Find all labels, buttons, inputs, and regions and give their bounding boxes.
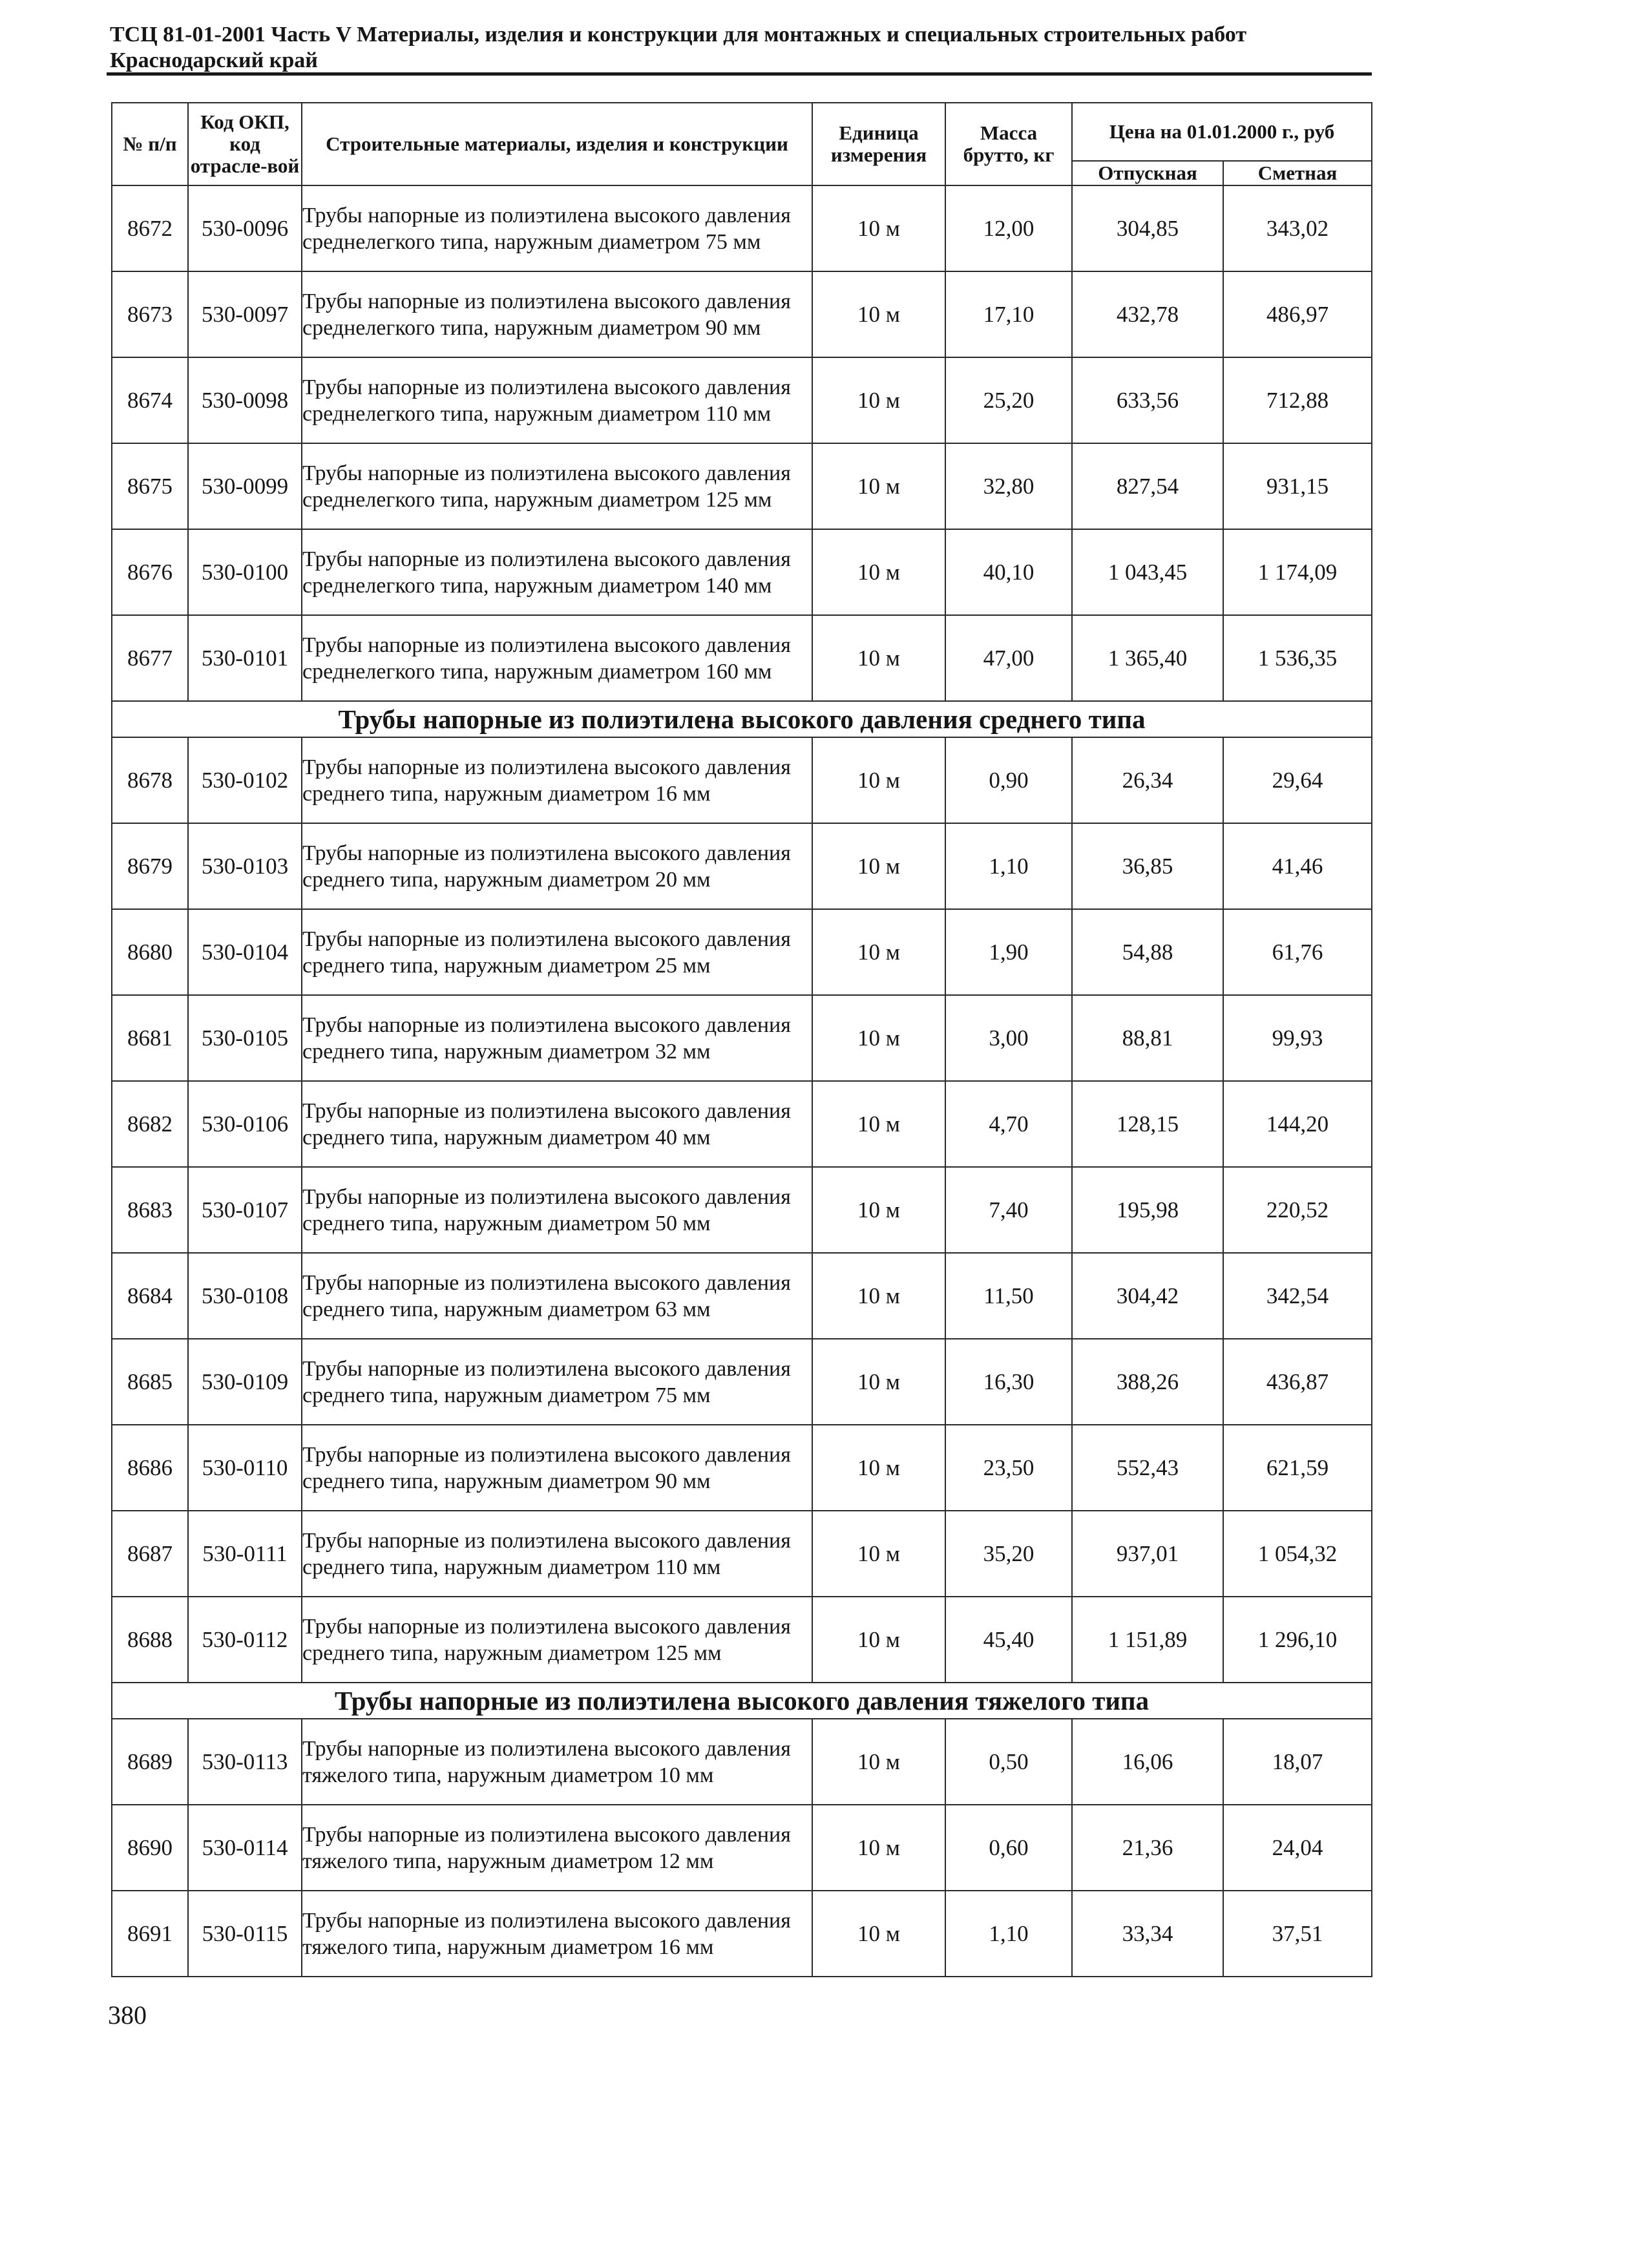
table-row: [112, 909, 1372, 995]
row-code: 530-0099: [188, 443, 302, 529]
row-estimate: 712,88: [1223, 357, 1372, 443]
row-estimate: 99,93: [1223, 995, 1372, 1081]
table-row: [112, 1339, 1372, 1425]
row-estimate: 41,46: [1223, 823, 1372, 909]
row-num: 8682: [112, 1081, 188, 1167]
row-estimate: 1 536,35: [1223, 615, 1372, 701]
row-estimate: 1 174,09: [1223, 529, 1372, 615]
row-code: 530-0104: [188, 909, 302, 995]
row-release: 304,42: [1072, 1253, 1223, 1339]
row-mass: 45,40: [945, 1597, 1072, 1683]
row-code: 530-0097: [188, 271, 302, 357]
row-estimate: 29,64: [1223, 737, 1372, 823]
row-estimate: 144,20: [1223, 1081, 1372, 1167]
row-code: 530-0105: [188, 995, 302, 1081]
table-row: [112, 615, 1372, 701]
page-number: 380: [108, 2000, 147, 2030]
row-code: 530-0106: [188, 1081, 302, 1167]
row-estimate: 436,87: [1223, 1339, 1372, 1425]
row-estimate: 1 296,10: [1223, 1597, 1372, 1683]
row-num: 8689: [112, 1719, 188, 1805]
row-mass: 16,30: [945, 1339, 1072, 1425]
row-num: 8675: [112, 443, 188, 529]
row-unit: 10 м: [812, 529, 945, 615]
row-mass: 35,20: [945, 1511, 1072, 1597]
row-estimate: 931,15: [1223, 443, 1372, 529]
row-num: 8687: [112, 1511, 188, 1597]
row-num: 8688: [112, 1597, 188, 1683]
row-num: 8691: [112, 1891, 188, 1977]
section-title: Трубы напорные из полиэтилена высокого давления среднего типа: [112, 701, 1372, 737]
row-unit: 10 м: [812, 1167, 945, 1253]
row-mass: 0,90: [945, 737, 1072, 823]
section-title: Трубы напорные из полиэтилена высокого давления тяжелого типа: [112, 1683, 1372, 1719]
row-estimate: 37,51: [1223, 1891, 1372, 1977]
row-estimate: 621,59: [1223, 1425, 1372, 1511]
row-mass: 11,50: [945, 1253, 1072, 1339]
row-estimate: 486,97: [1223, 271, 1372, 357]
row-estimate: 61,76: [1223, 909, 1372, 995]
row-name: Трубы напорные из полиэтилена высокого давления среднелегкого типа, наружным диаметром 75 мм: [302, 185, 812, 271]
row-name: Трубы напорные из полиэтилена высокого давления тяжелого типа, наружным диаметром 16 мм: [302, 1891, 812, 1977]
row-name: Трубы напорные из полиэтилена высокого давления среднелегкого типа, наружным диаметром 140 мм: [302, 529, 812, 615]
row-release: 304,85: [1072, 185, 1223, 271]
row-unit: 10 м: [812, 1253, 945, 1339]
row-num: 8690: [112, 1805, 188, 1891]
header-code: Код ОКП, код отрасле-вой: [188, 103, 302, 185]
row-mass: 3,00: [945, 995, 1072, 1081]
row-unit: 10 м: [812, 1891, 945, 1977]
table-row: [112, 1253, 1372, 1339]
row-code: 530-0100: [188, 529, 302, 615]
row-unit: 10 м: [812, 823, 945, 909]
row-num: 8677: [112, 615, 188, 701]
row-unit: 10 м: [812, 1511, 945, 1597]
table-row: [112, 1891, 1372, 1977]
row-mass: 1,10: [945, 823, 1072, 909]
header-num: № п/п: [112, 103, 188, 185]
row-mass: 32,80: [945, 443, 1072, 529]
header-rule: [107, 72, 1372, 76]
row-release: 633,56: [1072, 357, 1223, 443]
row-name: Трубы напорные из полиэтилена высокого давления среднего типа, наружным диаметром 16 мм: [302, 737, 812, 823]
row-mass: 17,10: [945, 271, 1072, 357]
row-name: Трубы напорные из полиэтилена высокого давления среднелегкого типа, наружным диаметром 110 мм: [302, 357, 812, 443]
row-mass: 0,50: [945, 1719, 1072, 1805]
row-unit: 10 м: [812, 1719, 945, 1805]
row-unit: 10 м: [812, 1805, 945, 1891]
row-name: Трубы напорные из полиэтилена высокого давления среднего типа, наружным диаметром 90 мм: [302, 1425, 812, 1511]
table-row: [112, 995, 1372, 1081]
table-body: [112, 185, 1372, 1977]
row-code: 530-0115: [188, 1891, 302, 1977]
row-release: 388,26: [1072, 1339, 1223, 1425]
row-code: 530-0102: [188, 737, 302, 823]
table-row: [112, 1805, 1372, 1891]
header-price: Цена на 01.01.2000 г., руб: [1072, 103, 1372, 161]
table-row: [112, 1511, 1372, 1597]
row-num: 8680: [112, 909, 188, 995]
row-mass: 1,90: [945, 909, 1072, 995]
row-mass: 40,10: [945, 529, 1072, 615]
row-estimate: 1 054,32: [1223, 1511, 1372, 1597]
row-release: 827,54: [1072, 443, 1223, 529]
row-unit: 10 м: [812, 615, 945, 701]
table-row: [112, 357, 1372, 443]
row-unit: 10 м: [812, 737, 945, 823]
row-num: 8686: [112, 1425, 188, 1511]
row-name: Трубы напорные из полиэтилена высокого давления среднего типа, наружным диаметром 32 мм: [302, 995, 812, 1081]
row-unit: 10 м: [812, 185, 945, 271]
header-estimate: Сметная: [1223, 161, 1372, 185]
header-release: Отпускная: [1072, 161, 1223, 185]
row-release: 33,34: [1072, 1891, 1223, 1977]
row-release: 1 365,40: [1072, 615, 1223, 701]
table-row: [112, 1597, 1372, 1683]
row-release: 26,34: [1072, 737, 1223, 823]
row-unit: 10 м: [812, 443, 945, 529]
table-row: [112, 185, 1372, 271]
row-num: 8684: [112, 1253, 188, 1339]
row-name: Трубы напорные из полиэтилена высокого давления среднего типа, наружным диаметром 125 мм: [302, 1597, 812, 1683]
row-estimate: 18,07: [1223, 1719, 1372, 1805]
header-mass: Масса брутто, кг: [945, 103, 1072, 185]
row-release: 1 043,45: [1072, 529, 1223, 615]
row-estimate: 342,54: [1223, 1253, 1372, 1339]
row-release: 16,06: [1072, 1719, 1223, 1805]
row-release: 21,36: [1072, 1805, 1223, 1891]
row-unit: 10 м: [812, 1597, 945, 1683]
row-name: Трубы напорные из полиэтилена высокого давления среднего типа, наружным диаметром 75 мм: [302, 1339, 812, 1425]
row-name: Трубы напорные из полиэтилена высокого давления среднелегкого типа, наружным диаметром 90 мм: [302, 271, 812, 357]
row-mass: 12,00: [945, 185, 1072, 271]
row-release: 54,88: [1072, 909, 1223, 995]
row-unit: 10 м: [812, 909, 945, 995]
row-release: 195,98: [1072, 1167, 1223, 1253]
row-num: 8676: [112, 529, 188, 615]
row-num: 8681: [112, 995, 188, 1081]
row-mass: 47,00: [945, 615, 1072, 701]
row-code: 530-0103: [188, 823, 302, 909]
row-estimate: 220,52: [1223, 1167, 1372, 1253]
row-code: 530-0098: [188, 357, 302, 443]
row-num: 8685: [112, 1339, 188, 1425]
row-name: Трубы напорные из полиэтилена высокого давления среднего типа, наружным диаметром 110 мм: [302, 1511, 812, 1597]
row-code: 530-0096: [188, 185, 302, 271]
table-row: [112, 823, 1372, 909]
row-code: 530-0110: [188, 1425, 302, 1511]
row-name: Трубы напорные из полиэтилена высокого давления среднего типа, наружным диаметром 40 мм: [302, 1081, 812, 1167]
row-mass: 7,40: [945, 1167, 1072, 1253]
row-code: 530-0114: [188, 1805, 302, 1891]
row-unit: 10 м: [812, 995, 945, 1081]
row-name: Трубы напорные из полиэтилена высокого давления среднелегкого типа, наружным диаметром 125 мм: [302, 443, 812, 529]
row-unit: 10 м: [812, 357, 945, 443]
price-table: [111, 102, 1372, 1977]
row-mass: 25,20: [945, 357, 1072, 443]
header-region: Краснодарский край: [110, 48, 318, 72]
row-name: Трубы напорные из полиэтилена высокого давления тяжелого типа, наружным диаметром 12 мм: [302, 1805, 812, 1891]
row-release: 432,78: [1072, 271, 1223, 357]
row-unit: 10 м: [812, 1081, 945, 1167]
row-name: Трубы напорные из полиэтилена высокого давления среднелегкого типа, наружным диаметром 160 мм: [302, 615, 812, 701]
row-code: 530-0107: [188, 1167, 302, 1253]
row-num: 8678: [112, 737, 188, 823]
row-num: 8672: [112, 185, 188, 271]
row-release: 128,15: [1072, 1081, 1223, 1167]
row-release: 88,81: [1072, 995, 1223, 1081]
table-row: [112, 1719, 1372, 1805]
row-name: Трубы напорные из полиэтилена высокого давления среднего типа, наружным диаметром 20 мм: [302, 823, 812, 909]
row-release: 36,85: [1072, 823, 1223, 909]
row-mass: 23,50: [945, 1425, 1072, 1511]
row-code: 530-0113: [188, 1719, 302, 1805]
row-num: 8673: [112, 271, 188, 357]
row-code: 530-0112: [188, 1597, 302, 1683]
row-release: 552,43: [1072, 1425, 1223, 1511]
row-unit: 10 м: [812, 1339, 945, 1425]
table-row: [112, 737, 1372, 823]
section-row: [112, 1683, 1372, 1719]
table-row: [112, 271, 1372, 357]
row-code: 530-0109: [188, 1339, 302, 1425]
header-unit: Единица измерения: [812, 103, 945, 185]
row-unit: 10 м: [812, 271, 945, 357]
row-estimate: 24,04: [1223, 1805, 1372, 1891]
row-name: Трубы напорные из полиэтилена высокого давления среднего типа, наружным диаметром 25 мм: [302, 909, 812, 995]
row-code: 530-0101: [188, 615, 302, 701]
row-unit: 10 м: [812, 1425, 945, 1511]
table-row: [112, 1167, 1372, 1253]
row-code: 530-0108: [188, 1253, 302, 1339]
table-row: [112, 529, 1372, 615]
header-title: ТСЦ 81-01-2001 Часть V Материалы, изделия и конструкции для монтажных и специальных строительных работ: [110, 23, 1247, 47]
row-name: Трубы напорные из полиэтилена высокого давления среднего типа, наружным диаметром 50 мм: [302, 1167, 812, 1253]
row-name: Трубы напорные из полиэтилена высокого давления среднего типа, наружным диаметром 63 мм: [302, 1253, 812, 1339]
row-mass: 4,70: [945, 1081, 1072, 1167]
row-num: 8674: [112, 357, 188, 443]
row-num: 8683: [112, 1167, 188, 1253]
section-row: [112, 701, 1372, 737]
row-release: 1 151,89: [1072, 1597, 1223, 1683]
row-num: 8679: [112, 823, 188, 909]
table-row: [112, 443, 1372, 529]
row-code: 530-0111: [188, 1511, 302, 1597]
row-mass: 0,60: [945, 1805, 1072, 1891]
table-row: [112, 1425, 1372, 1511]
row-release: 937,01: [1072, 1511, 1223, 1597]
row-name: Трубы напорные из полиэтилена высокого давления тяжелого типа, наружным диаметром 10 мм: [302, 1719, 812, 1805]
row-estimate: 343,02: [1223, 185, 1372, 271]
row-mass: 1,10: [945, 1891, 1072, 1977]
header-name: Строительные материалы, изделия и конструкции: [302, 103, 812, 185]
table-row: [112, 1081, 1372, 1167]
page-header: [110, 22, 1370, 74]
